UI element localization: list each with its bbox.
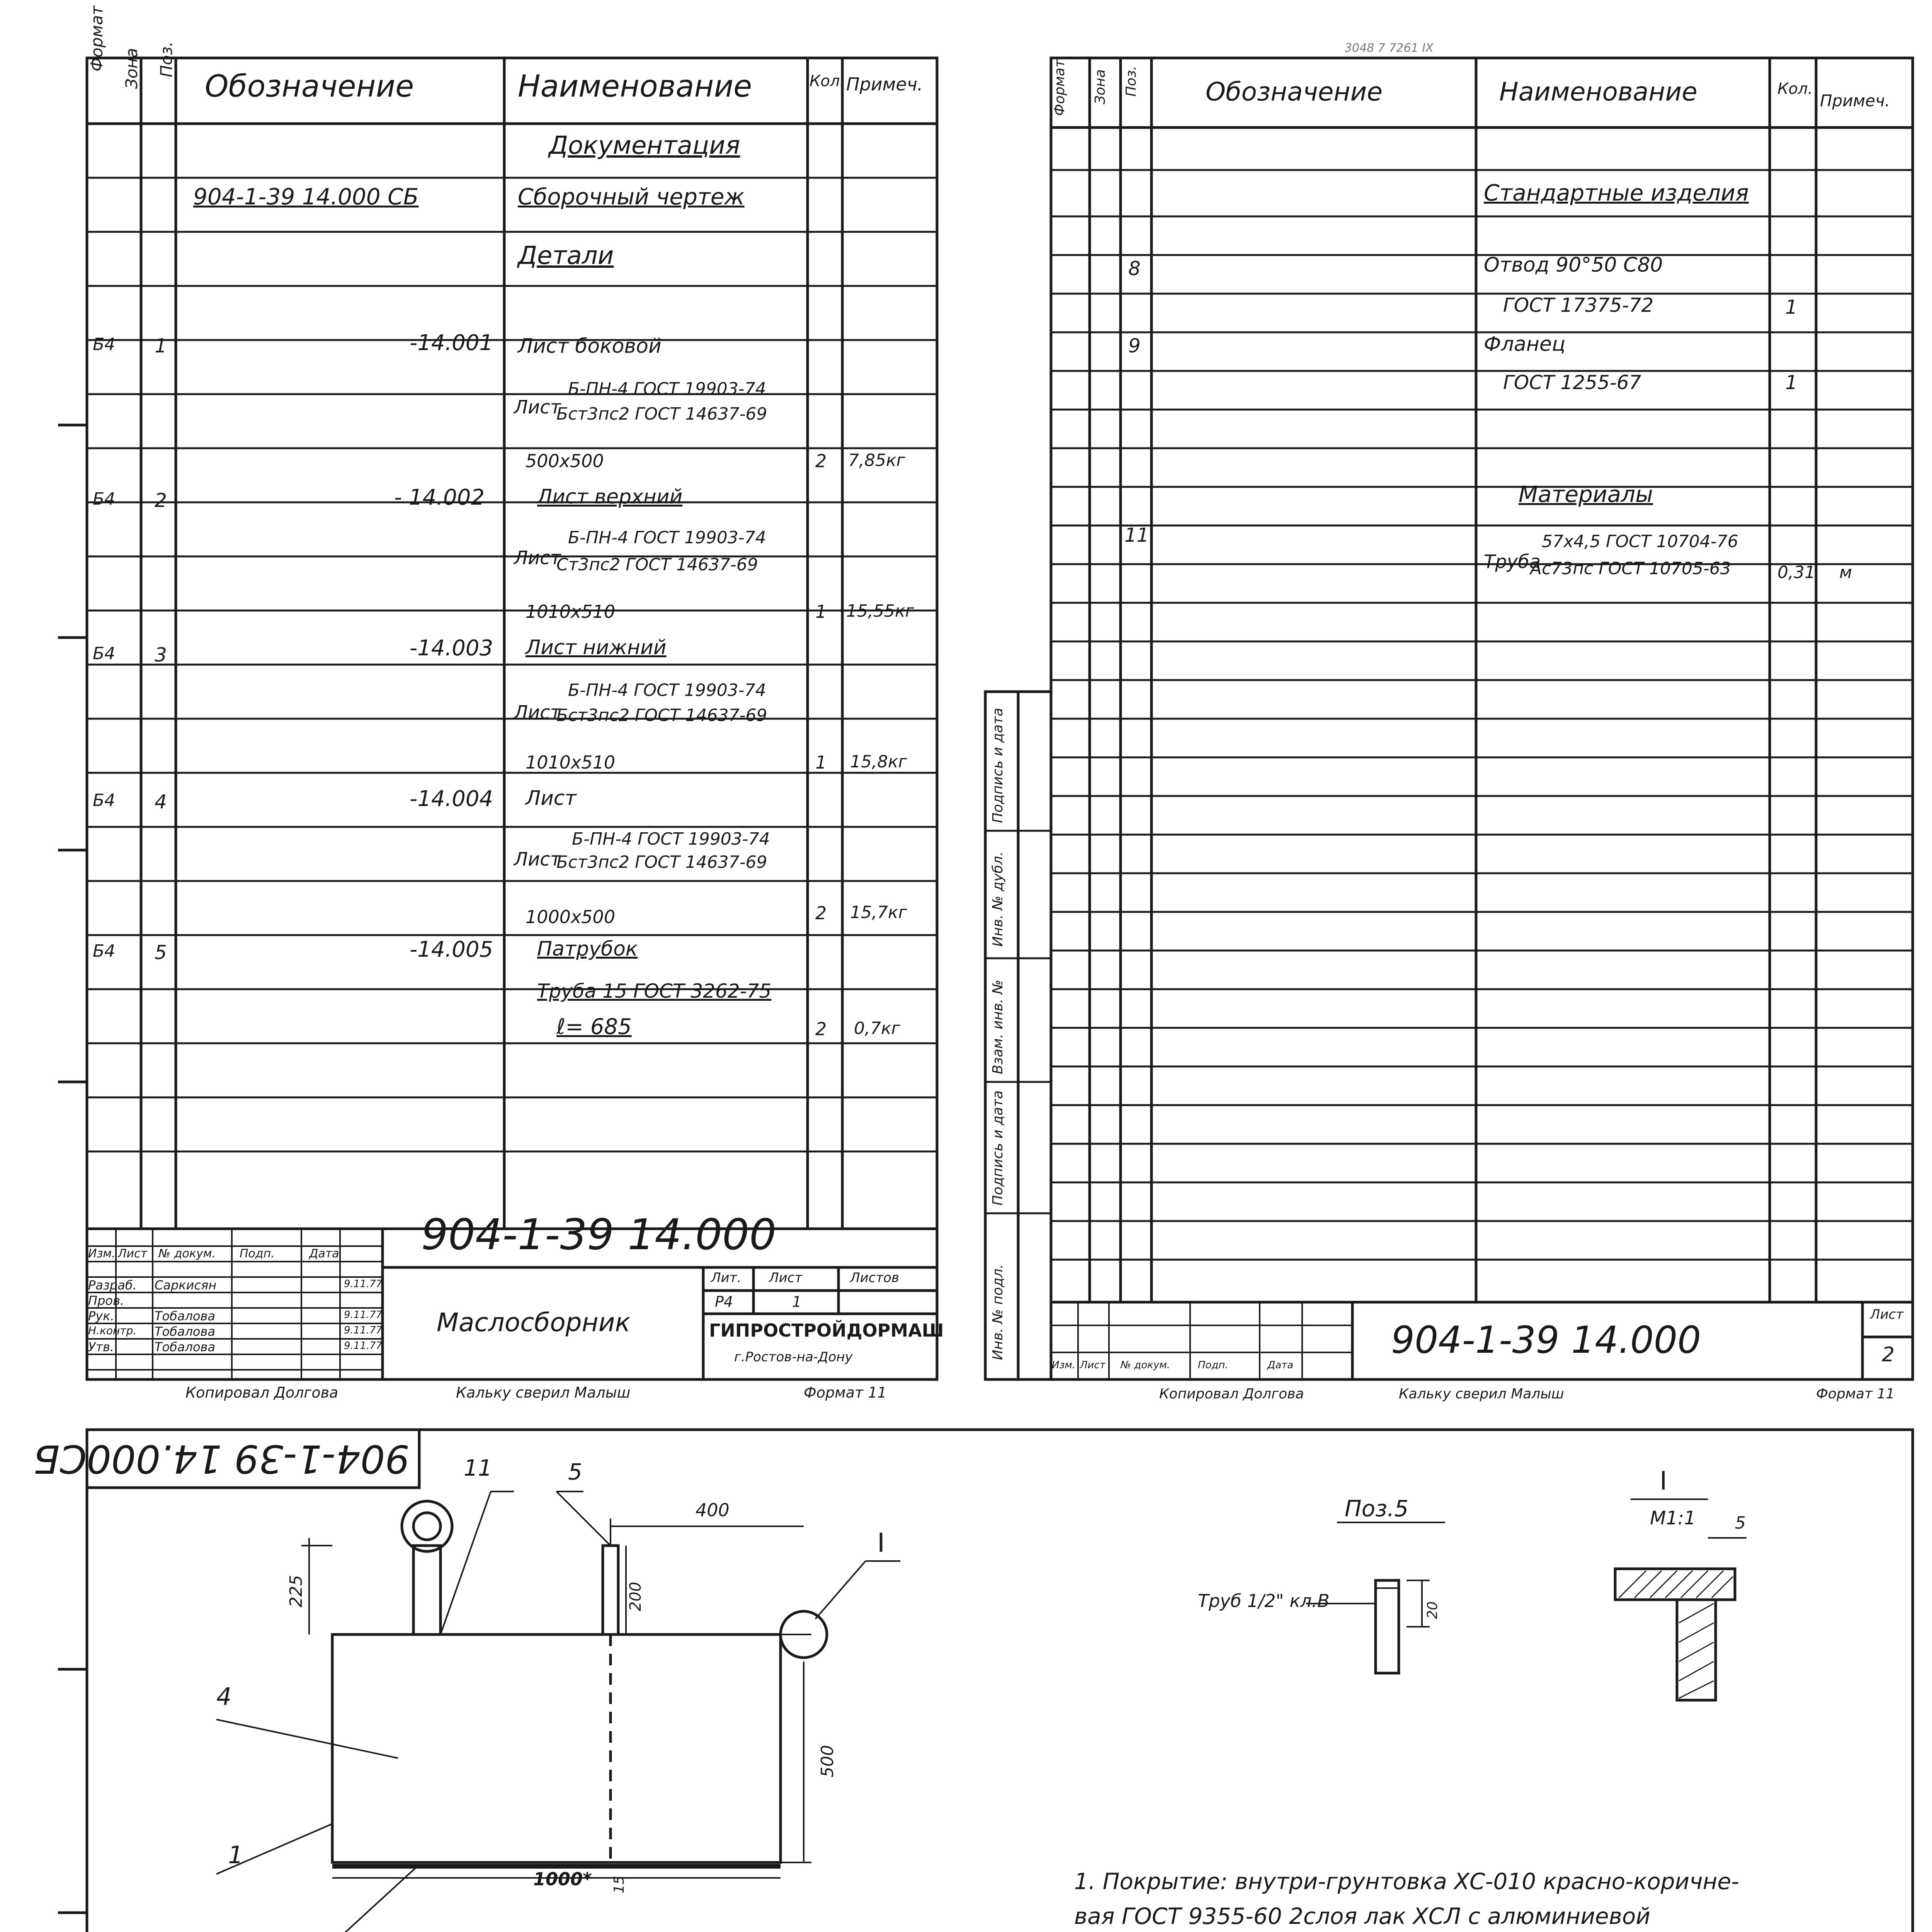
s2-section-mat: Материалы bbox=[1519, 481, 1653, 507]
s1-head-qty: Кол. bbox=[810, 72, 845, 90]
s1-tb-role4: Н.контр. bbox=[88, 1324, 137, 1337]
s1-row3-des: -14.003 bbox=[410, 636, 493, 661]
s1-row5-des: -14.005 bbox=[410, 937, 493, 962]
dr-note-line: 1. Покрытие: внутри-грунтовка ХС-010 красно-коричне- bbox=[1074, 1868, 1740, 1895]
s1-row4-note: 15,7кг bbox=[850, 903, 907, 922]
s2-title-code: 904-1-39 14.000 bbox=[1391, 1318, 1701, 1362]
s2-head-name: Наименование bbox=[1499, 77, 1697, 107]
dr-stamp-rotated: 904-1-39 14.000СБ bbox=[33, 1436, 410, 1481]
s2-stamp-top: 3048 7 7261 IX bbox=[1345, 41, 1434, 55]
s1-tb-name5: Тобалова bbox=[155, 1340, 215, 1354]
s1-tb-role1: Разраб. bbox=[88, 1278, 137, 1293]
s1-row2-size: 1010х510 bbox=[526, 601, 616, 622]
s1-tb-sign: Подп. bbox=[240, 1247, 275, 1260]
s2-sheet-no: 2 bbox=[1882, 1343, 1895, 1366]
s1-tb-date1: 9.11.77 bbox=[344, 1278, 383, 1290]
s2-tb-list: Лист bbox=[1080, 1359, 1105, 1371]
s1-row4-mat1: Б-ПН-4 ГОСТ 19903-74 bbox=[572, 829, 770, 849]
s2-mat-qty: 0,31 bbox=[1777, 563, 1815, 582]
s2-tb-izm: Изм. bbox=[1052, 1359, 1076, 1371]
s1-row4-mat2: Бст3пс2 ГОСТ 14637-69 bbox=[556, 852, 767, 872]
s1-head-name: Наименование bbox=[518, 69, 752, 104]
s1-head-pos: Поз. bbox=[157, 41, 176, 77]
s1-row3-name: Лист нижний bbox=[526, 636, 667, 659]
s1-tb-date: Дата bbox=[309, 1247, 339, 1260]
main-view-body bbox=[332, 1634, 781, 1862]
s1-row2-prefix: Лист bbox=[514, 547, 561, 569]
s1-row2-mat2: Ст3пс2 ГОСТ 14637-69 bbox=[556, 555, 758, 575]
s2-std1-qty: 1 bbox=[1785, 296, 1798, 318]
dr-pos5-note: Труб 1/2" кл.В bbox=[1198, 1590, 1330, 1611]
s2-head-qty: Кол. bbox=[1777, 80, 1813, 98]
s2-sheet-head: Лист bbox=[1870, 1307, 1904, 1322]
s2-tb-doc: № докум. bbox=[1121, 1359, 1170, 1371]
s2-mat-note: м bbox=[1839, 563, 1852, 582]
s1-row3-qty: 1 bbox=[815, 752, 827, 773]
s2-section-std: Стандартные изделия bbox=[1484, 180, 1749, 206]
s1-row1-des: -14.001 bbox=[410, 330, 493, 355]
s2-footer-copied: Копировал Долгова bbox=[1159, 1386, 1304, 1402]
dr-detail-scale: М1:1 bbox=[1650, 1507, 1696, 1529]
dr-main-dim-1000: 1000* bbox=[533, 1869, 592, 1889]
s2-head-note: Примеч. bbox=[1820, 91, 1890, 110]
s1-row5-line3: ℓ= 685 bbox=[556, 1014, 632, 1039]
s1-row2-mat1: Б-ПН-4 ГОСТ 19903-74 bbox=[568, 528, 766, 548]
dr-detail-label: I bbox=[1660, 1466, 1667, 1496]
s1-row3-fmt: Б4 bbox=[93, 644, 116, 663]
s1-tb-date5: 9.11.77 bbox=[344, 1340, 383, 1352]
s1-tb-name3: Тобалова bbox=[155, 1309, 215, 1323]
s1-tb-doc: № докум. bbox=[158, 1247, 216, 1260]
s1-title-code: 904-1-39 14.000 bbox=[421, 1210, 777, 1259]
s1-tb-org: ГИПРОСТРОЙДОРМАШ bbox=[709, 1320, 944, 1341]
s1-head-note: Примеч. bbox=[846, 74, 923, 95]
s1-footer-copied: Копировал Долгова bbox=[185, 1384, 338, 1401]
s2-head-pos: Поз. bbox=[1123, 66, 1139, 97]
s2-std2-line1: Фланец bbox=[1484, 333, 1566, 356]
s1-tb-role5: Утв. bbox=[88, 1340, 114, 1354]
s1-head-zone: Зона bbox=[122, 48, 141, 89]
s2-side-label-2: Инв. № дубл. bbox=[990, 851, 1006, 947]
s1-row4-name: Лист bbox=[526, 787, 577, 810]
s1-row5-line2: Труба 15 ГОСТ 3262-75 bbox=[537, 980, 772, 1002]
s1-doc-name: Сборочный чертеж bbox=[518, 184, 745, 210]
s1-row1-pos: 1 bbox=[155, 335, 167, 357]
s2-head-zone: Зона bbox=[1092, 69, 1108, 104]
s2-std2-line2: ГОСТ 1255-67 bbox=[1503, 371, 1641, 394]
s1-tb-izm: Изм. bbox=[88, 1247, 116, 1260]
s2-mat-line2: Ас73пс ГОСТ 10705-63 bbox=[1530, 559, 1731, 578]
dr-main-leader-5: 5 bbox=[568, 1459, 582, 1485]
s2-mat-pos: 11 bbox=[1124, 524, 1149, 546]
s1-tb-sheets-head: Листов bbox=[850, 1270, 900, 1286]
s2-footer-checked: Кальку сверил Малыш bbox=[1399, 1386, 1564, 1402]
s1-tb-list: Лист bbox=[118, 1247, 148, 1260]
s1-row2-pos: 2 bbox=[155, 489, 167, 512]
s1-row5-pos: 5 bbox=[155, 941, 167, 964]
s1-row1-name: Лист боковой bbox=[518, 335, 662, 358]
s2-head-designation: Обозначение bbox=[1206, 77, 1383, 107]
s1-tb-city: г.Ростов-на-Дону bbox=[734, 1349, 853, 1365]
s1-row1-size: 500х500 bbox=[526, 451, 604, 471]
s1-row1-fmt: Б4 bbox=[93, 335, 116, 354]
s1-tb-sheet-head: Лист bbox=[769, 1270, 803, 1286]
s1-row2-fmt: Б4 bbox=[93, 489, 116, 509]
s1-row2-qty: 1 bbox=[815, 601, 827, 622]
s2-tb-sign: Подп. bbox=[1198, 1359, 1228, 1371]
dr-main-dim-15: 15 bbox=[611, 1876, 627, 1893]
dr-note-line: вая ГОСТ 9355-60 2слоя лак ХСЛ с алюминиевой bbox=[1074, 1903, 1651, 1929]
s1-tb-title: Маслосборник bbox=[437, 1308, 631, 1337]
dr-main-dim-225: 225 bbox=[286, 1575, 306, 1607]
s1-row4-size: 1000х500 bbox=[526, 906, 616, 927]
s1-row1-mat2: Бст3пс2 ГОСТ 14637-69 bbox=[556, 404, 767, 424]
s2-std1-line1: Отвод 90°50 С80 bbox=[1484, 253, 1663, 277]
s1-row1-note: 7,85кг bbox=[848, 451, 905, 470]
s2-side-label-4: Подпись и дата bbox=[990, 1090, 1006, 1206]
s1-row1-prefix: Лист bbox=[514, 396, 561, 418]
s1-row3-mat2: Бст3пс2 ГОСТ 14637-69 bbox=[556, 706, 767, 725]
s1-tb-role2: Пров. bbox=[88, 1293, 124, 1308]
s2-mat-prefix: Труба bbox=[1484, 551, 1541, 573]
s2-std2-pos: 9 bbox=[1128, 335, 1141, 357]
s1-row1-qty: 2 bbox=[815, 451, 827, 471]
s2-head-format: Формат bbox=[1052, 59, 1068, 116]
dr-detail-dim: 5 bbox=[1735, 1513, 1746, 1533]
s1-tb-role3: Рук. bbox=[88, 1309, 114, 1323]
s1-row1-mat1: Б-ПН-4 ГОСТ 19903-74 bbox=[568, 379, 766, 399]
s1-footer-format: Формат 11 bbox=[804, 1384, 887, 1401]
s1-row3-note: 15,8кг bbox=[850, 752, 907, 772]
s2-std1-line2: ГОСТ 17375-72 bbox=[1503, 294, 1654, 316]
s1-row4-qty: 2 bbox=[815, 903, 827, 923]
s1-row5-note: 0,7кг bbox=[854, 1019, 900, 1038]
s1-tb-lit-head: Лит. bbox=[711, 1270, 742, 1286]
s2-side-label-3: Взам. инв. № bbox=[990, 980, 1006, 1074]
s1-tb-lit: Р4 bbox=[715, 1293, 733, 1310]
s1-row4-pos: 4 bbox=[155, 791, 167, 813]
s2-side-label-5: Инв. № подл. bbox=[990, 1264, 1006, 1360]
s2-mat-line1: 57х4,5 ГОСТ 10704-76 bbox=[1542, 532, 1738, 551]
s1-row2-name: Лист верхний bbox=[537, 485, 683, 509]
s1-row5-fmt: Б4 bbox=[93, 941, 116, 961]
dr-main-leader-1: 1 bbox=[228, 1841, 243, 1869]
s1-row2-note: 15,55кг bbox=[846, 601, 914, 621]
s1-section-parts: Детали bbox=[518, 242, 614, 270]
s1-tb-name1: Саркисян bbox=[155, 1278, 217, 1293]
s1-row4-des: -14.004 bbox=[410, 786, 493, 811]
dr-pos5-label: Поз.5 bbox=[1345, 1495, 1409, 1522]
s2-tb-date: Дата bbox=[1267, 1359, 1294, 1371]
s1-head-designation: Обозначение bbox=[205, 69, 414, 104]
dr-main-dim-200: 200 bbox=[627, 1582, 645, 1611]
s1-tb-sheet: 1 bbox=[792, 1293, 802, 1310]
s1-row2-des: - 14.002 bbox=[394, 485, 485, 510]
dr-pos5-dim: 20 bbox=[1425, 1601, 1440, 1619]
s1-tb-date3: 9.11.77 bbox=[344, 1309, 383, 1321]
dr-main-leader-11: 11 bbox=[464, 1455, 492, 1481]
s2-std1-pos: 8 bbox=[1128, 257, 1141, 280]
s1-doc-designation: 904-1-39 14.000 СБ bbox=[193, 184, 419, 210]
s1-row5-name: Патрубок bbox=[537, 937, 638, 961]
dr-main-leader-4: 4 bbox=[216, 1682, 232, 1711]
s1-row3-pos: 3 bbox=[155, 644, 167, 666]
s1-section-doc: Документация bbox=[549, 131, 740, 160]
s1-tb-date4: 9.11.77 bbox=[344, 1325, 383, 1336]
s1-row4-prefix: Лист bbox=[514, 849, 561, 870]
s1-row5-qty: 2 bbox=[815, 1019, 827, 1039]
s1-row3-mat1: Б-ПН-4 ГОСТ 19903-74 bbox=[568, 680, 766, 700]
dr-main-leader-I: I bbox=[877, 1528, 885, 1558]
s1-row4-fmt: Б4 bbox=[93, 791, 116, 810]
s1-row3-prefix: Лист bbox=[514, 702, 561, 723]
s2-side-label-1: Подпись и дата bbox=[990, 707, 1006, 823]
dr-main-dim-400: 400 bbox=[696, 1500, 730, 1520]
s2-std2-qty: 1 bbox=[1785, 371, 1798, 394]
drawing-frame bbox=[87, 1430, 1913, 1932]
s1-head-format: Формат bbox=[87, 5, 106, 71]
dr-main-dim-500: 500 bbox=[818, 1745, 837, 1777]
s1-footer-checked: Кальку сверил Малыш bbox=[456, 1384, 631, 1401]
s1-tb-name4: Тобалова bbox=[155, 1324, 215, 1339]
s1-row3-size: 1010х510 bbox=[526, 752, 616, 773]
s2-footer-format: Формат 11 bbox=[1816, 1386, 1895, 1402]
